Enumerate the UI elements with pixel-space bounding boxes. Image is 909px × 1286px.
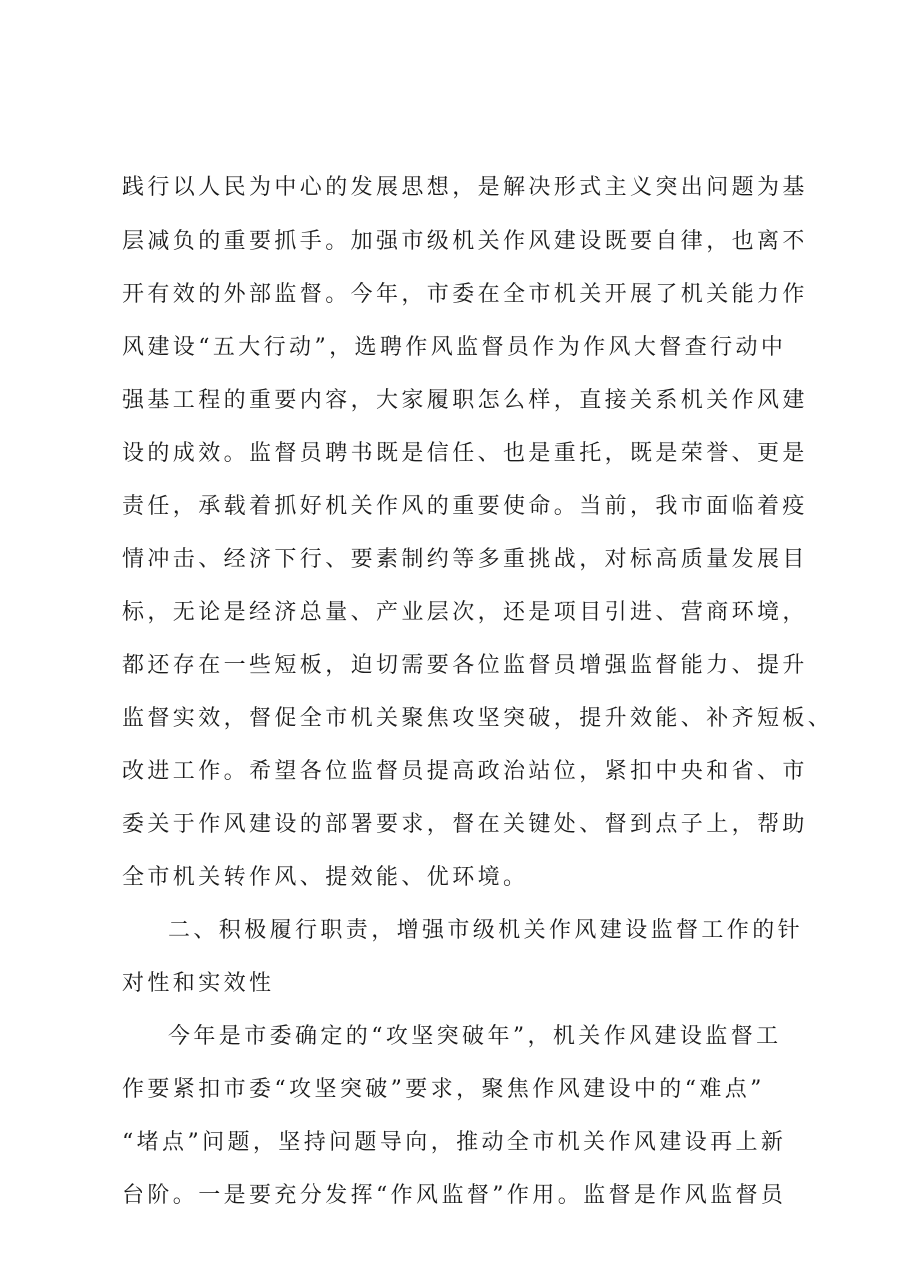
text-line: 强基工程的重要内容，大家履职怎么样，直接关系机关作风建 [122, 388, 808, 413]
text-line: 标，无论是经济总量、产业层次，还是项目引进、营商环境， [122, 600, 808, 625]
text-line: 开有效的外部监督。今年，市委在全市机关开展了机关能力作 [122, 282, 808, 307]
text-line: 改进工作。希望各位监督员提高政治站位，紧扣中央和省、市 [122, 759, 808, 784]
text-line: 台阶。一是要充分发挥“作风监督”作用。监督是作风监督员 [122, 1183, 787, 1208]
text-line: 设的成效。监督员聘书既是信任、也是重托，既是荣誉、更是 [122, 441, 808, 466]
text-line: 作要紧扣市委“攻坚突破”要求，聚焦作风建设中的“难点” [122, 1077, 765, 1102]
text-line: 全市机关转作风、提效能、优环境。 [122, 865, 529, 890]
text-line: 层减负的重要抓手。加强市级机关作风建设既要自律，也离不 [122, 229, 808, 254]
text-line: 委关于作风建设的部署要求，督在关键处、督到点子上，帮助 [122, 812, 808, 837]
text-line: 风建设“五大行动”，选聘作风监督员作为作风大督查行动中 [122, 335, 787, 360]
text-line: “堵点”问题，坚持问题导向，推动全市机关作风建设再上新 [122, 1130, 787, 1155]
section-heading: 二、积极履行职责，增强市级机关作风建设监督工作的针 [168, 918, 804, 943]
text-line: 都还存在一些短板，迫切需要各位监督员增强监督能力、提升 [122, 653, 808, 678]
text-line: 情冲击、经济下行、要素制约等多重挑战，对标高质量发展目 [122, 547, 808, 572]
text-line: 责任，承载着抓好机关作风的重要使命。当前，我市面临着疫 [122, 494, 808, 519]
text-line: 监督实效，督促全市机关聚焦攻坚突破，提升效能、补齐短板、 [122, 706, 834, 731]
paragraph-start-line: 今年是市委确定的“攻坚突破年”，机关作风建设监督工 [168, 1024, 782, 1049]
section-heading-continuation: 对性和实效性 [122, 971, 275, 996]
text-line: 践行以人民为中心的发展思想，是解决形式主义突出问题为基 [122, 175, 808, 200]
